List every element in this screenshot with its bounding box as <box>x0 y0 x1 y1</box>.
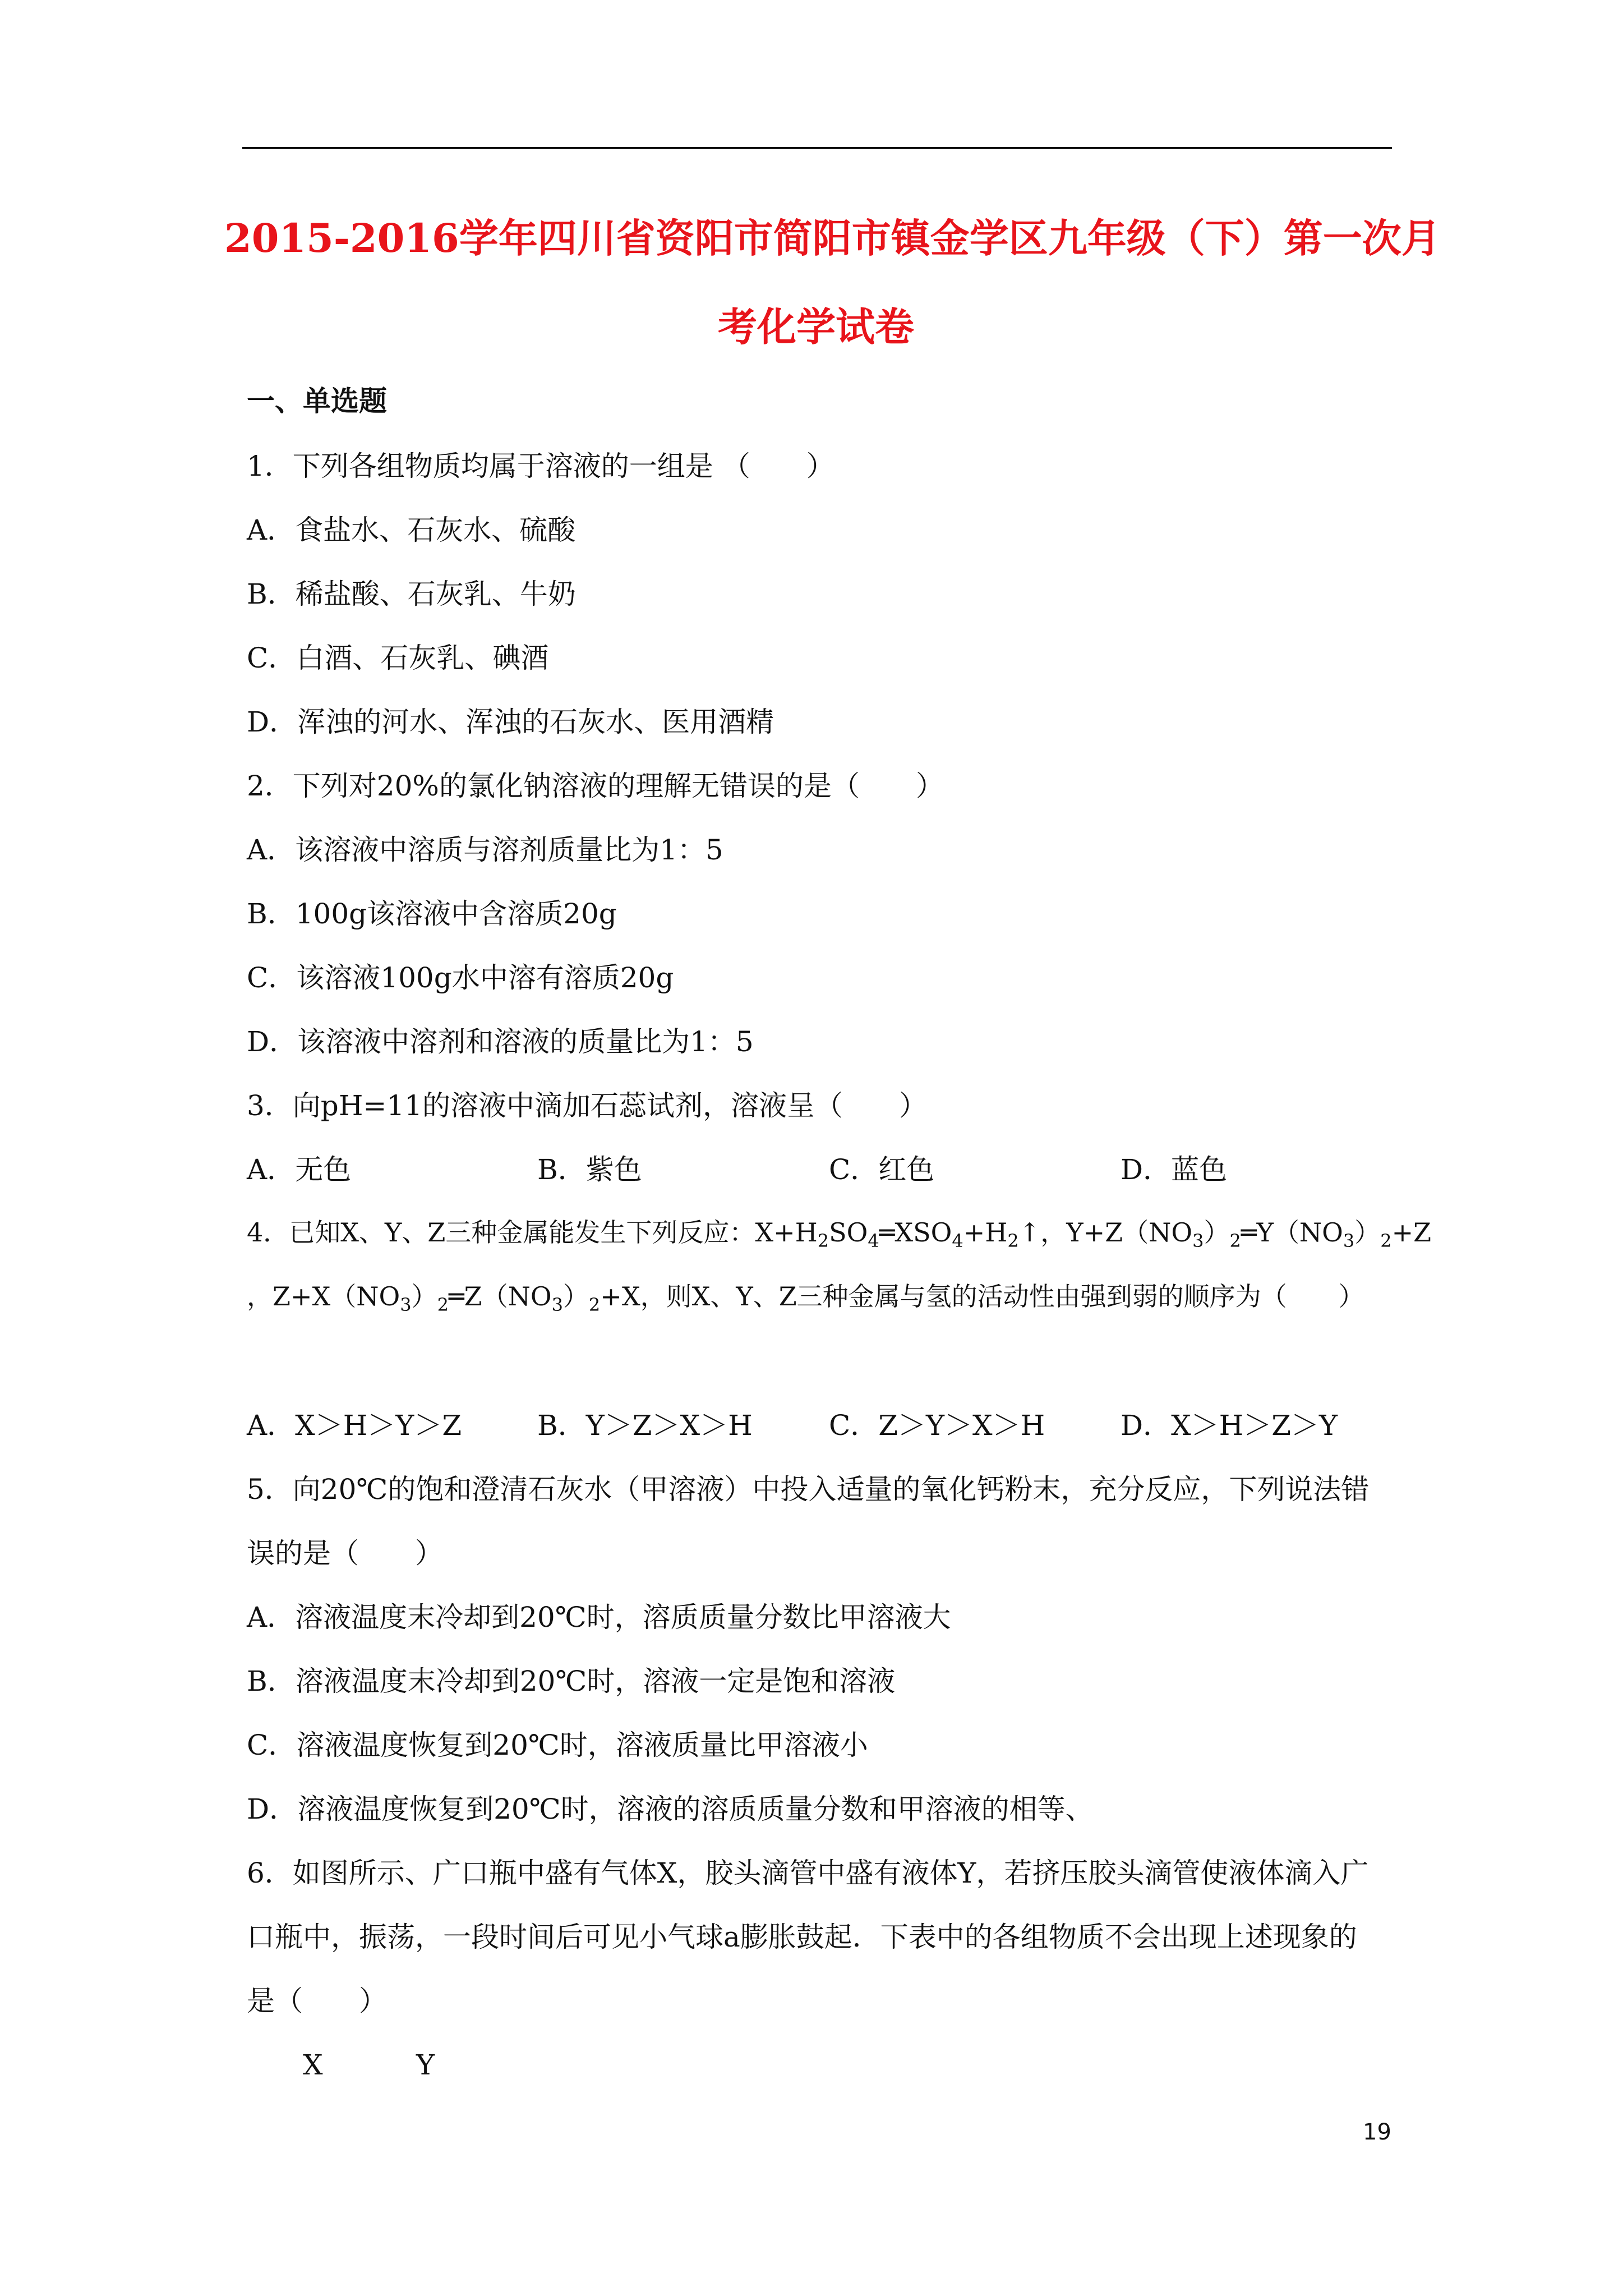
exam-title-line-1: 2015-2016学年四川省资阳市简阳市镇金学区九年级（下）第一次月 <box>224 215 1441 261</box>
question-1-option-d: D．浑浊的河水、浑浊的石灰水、医用酒精 <box>247 706 774 738</box>
question-2-option-d: D．该溶液中溶剂和溶液的质量比为1：5 <box>247 1025 754 1058</box>
question-4-stem-line-2: ，$Z+X(NO_3)_2═Z(NO_3)_2+X$，则X、Y、Z三种金属与氢的活动性由强到弱的顺序为（ ） <box>247 1281 1364 1315</box>
question-2-option-b: B．100g该溶液中含溶质20g <box>247 898 617 930</box>
question-4-option-a: A．X＞H＞Y＞Z <box>247 1409 462 1442</box>
question-4-option-c: C．Z＞Y＞X＞H <box>829 1409 1045 1442</box>
question-5-stem-line-1: 5．向20℃的饱和澄清石灰水（甲溶液）中投入适量的氧化钙粉末，充分反应，下列说法错 <box>247 1473 1370 1506</box>
question-3-option-a: A．无色 <box>247 1153 352 1186</box>
question-3-option-d: D．蓝色 <box>1121 1153 1228 1186</box>
question-1-option-a: A．食盐水、石灰水、硫酸 <box>247 514 576 546</box>
question-6-stem-line-2: 口瓶中，振荡，一段时间后可见小气球a膨胀鼓起．下表中的各组物质不会出现上述现象的 <box>247 1921 1357 1953</box>
question-1-option-c: C．白酒、石灰乳、碘酒 <box>247 642 549 674</box>
question-5-stem-line-2: 误的是（ ） <box>247 1537 443 1570</box>
table-header-y: Y <box>416 2049 435 2081</box>
question-4-option-d: D．X＞H＞Z＞Y <box>1121 1409 1338 1442</box>
question-2-option-a: A．该溶液中溶质与溶剂质量比为1：5 <box>247 834 723 866</box>
question-1-stem: 1．下列各组物质均属于溶液的一组是 （ ） <box>247 450 834 482</box>
question-3-stem: 3．向pH=11的溶液中滴加石蕊试剂，溶液呈（ ） <box>247 1089 927 1122</box>
question-5-option-d: D．溶液温度恢复到20℃时，溶液的溶质质量分数和甲溶液的相等、 <box>247 1793 1094 1825</box>
question-6-stem-line-3: 是（ ） <box>247 1985 387 2017</box>
question-5-option-a: A．溶液温度末冷却到20℃时，溶质质量分数比甲溶液大 <box>247 1601 951 1634</box>
table-header-x: X <box>303 2049 323 2081</box>
question-5-option-b: B．溶液温度末冷却到20℃时，溶液一定是饱和溶液 <box>247 1665 896 1697</box>
question-5-option-c: C．溶液温度恢复到20℃时，溶液质量比甲溶液小 <box>247 1729 868 1761</box>
question-4-stem-line-1: 4．已知X、Y、Z三种金属能发生下列反应：$X+H_2SO_4═XSO_4+H_2↑$，$Y+Z(NO_3)_2═Y(NO_3)_2+Z$ <box>247 1217 1432 1251</box>
section-heading: 一、单选题 <box>247 384 387 417</box>
question-3-option-b: B．紫色 <box>537 1153 642 1186</box>
question-2-option-c: C．该溶液100g水中溶有溶质20g <box>247 961 674 994</box>
question-2-stem: 2．下列对20%的氯化钠溶液的理解无错误的是（ ） <box>247 770 944 802</box>
question-1-option-b: B．稀盐酸、石灰乳、牛奶 <box>247 578 576 610</box>
question-6-stem-line-1: 6．如图所示、广口瓶中盛有气体X，胶头滴管中盛有液体Y，若挤压胶头滴管使液体滴入广 <box>247 1857 1369 1889</box>
exam-title-line-2: 考化学试卷 <box>718 303 914 350</box>
question-3-option-c: C．红色 <box>829 1153 935 1186</box>
question-4-option-b: B．Y＞Z＞X＞H <box>537 1409 753 1442</box>
page-number: 19 <box>1363 2119 1391 2145</box>
header-rule <box>242 147 1392 149</box>
